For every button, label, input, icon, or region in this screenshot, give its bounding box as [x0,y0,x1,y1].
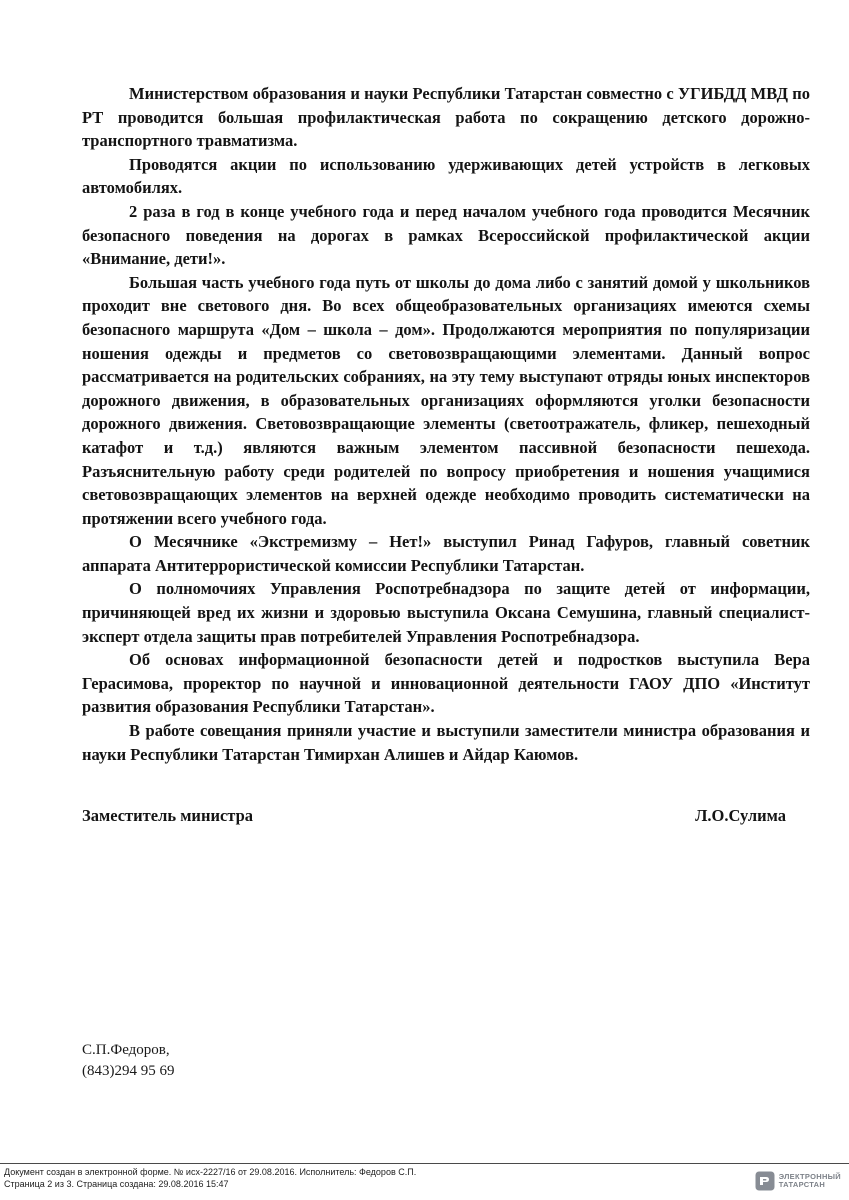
signature-block [82,806,810,826]
paragraph: Об основах информационной безопасности детей и подростков выступила Вера Герасимова, проректор по научной и инновационной деятельности ГАОУ ДПО «Институт развития образования Республики Татарстан». [82,650,810,717]
paragraph: В работе совещания приняли участие и выступили заместители министра образования и науки Республики Татарстан Тимирхан Алишев и Айдар Каюмов. [82,721,810,764]
paragraph: О полномочиях Управления Роспотребнадзора по защите детей от информации, причиняющей вред их жизни и здоровью выступила Оксана Семушина, главный специалист-эксперт отдела защиты прав потребителей Управления Роспотребнадзора. [82,579,810,646]
footer-meta-line1: Документ создан в электронной форме. № исх-2227/16 от 29.08.2016. Исполнитель: Федоров С.П. [4,1167,417,1177]
electronic-tatarstan-logo-text [779,1173,841,1190]
paragraph: Большая часть учебного года путь от школы до дома либо с занятий домой у школьников проходит вне светового дня. Во всех общеобразовательных организациях имеются схемы безопасного маршрута «Дом – школа – дом». Продолжаются мероприятия по популяризации ношения одежды и предметов со световозвращающими элементами. Данный вопрос рассматривается на родительских собраниях, на эту тему выступают отряды юных инспекторов дорожного движения, в образовательных организациях оформляются уголки безопасности дорожного движения. Световозвращающие элементы (светоотражатель, фликер, пешеходный катафот и т.д.) являются важным элементом пассивной безопасности пешехода. Разъяснительную работу среди родителей по вопросу приобретения и ношения учащимися световозвращающих элементов на верхней одежде необходимо проводить систематически на протяжении всего учебного года. [82,272,810,528]
executor-phone: (843)294 95 69 [82,1063,175,1079]
signature-name: Л.О.Сулима [695,806,786,826]
paragraph: О Месячнике «Экстремизму – Нет!» выступил Ринад Гафуров, главный советник аппарата Антитеррористической комиссии Республики Татарстан. [82,532,810,575]
paragraph: Проводятся акции по использованию удерживающих детей устройств в легковых автомобилях. [82,154,810,198]
executor-name: С.П.Федоров, [82,1042,170,1058]
paragraph: 2 раза в год в конце учебного года и перед началом учебного года проводится Месячник безопасного поведения на дорогах в рамках Всероссийской профилактической акции «Внимание, дети!». [82,201,810,269]
executor-contact [82,1040,175,1082]
footer-meta [4,1167,416,1190]
footer-meta-line2: Страница 2 из 3. Страница создана: 29.08.2016 15:47 [4,1178,229,1189]
logo-text-line2: ТАТАРСТАН [778,1180,826,1189]
electronic-tatarstan-logo [755,1171,841,1191]
paragraph: Министерством образования и науки Республики Татарстан совместно с УГИБДД МВД по РТ проводится большая профилактическая работа по сокращению детского дорожно-транспортного травматизма. [82,84,810,151]
document-body [82,82,810,826]
signature-title: Заместитель министра [82,806,254,826]
logo-text-line1: ЭЛЕКТРОННЫЙ [778,1171,841,1181]
electronic-tatarstan-logo-icon [755,1171,775,1191]
document-footer [0,1163,849,1200]
